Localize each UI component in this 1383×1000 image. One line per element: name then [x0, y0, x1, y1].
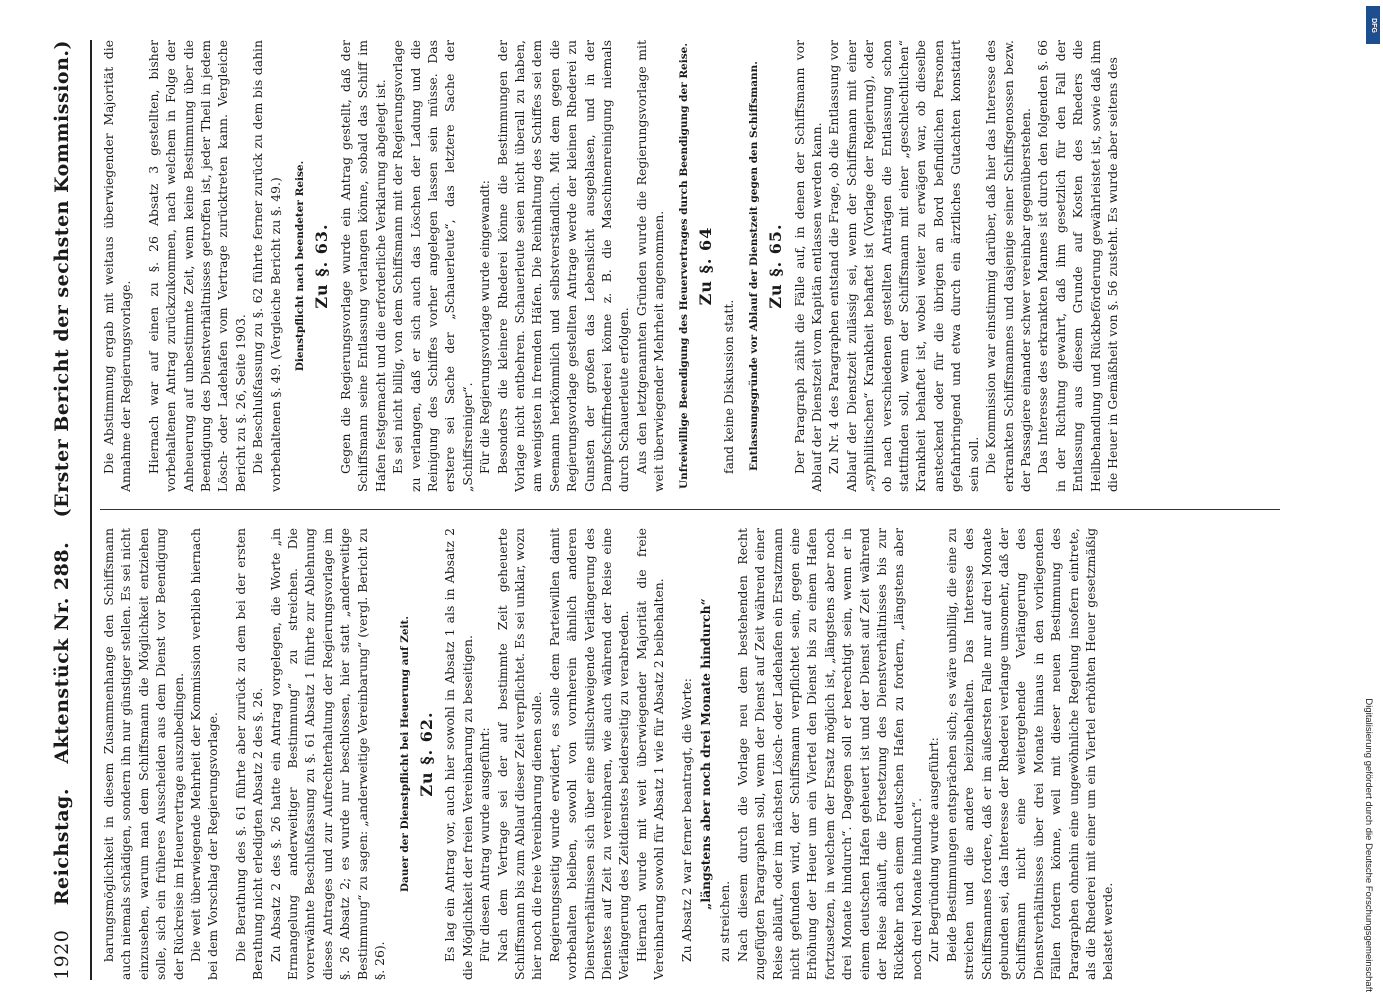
body-paragraph: Das Interesse des erkrankten Mannes ist durch den folgenden §. 66 in der Richtung gewahrt, daß ihm gesetzlich für den Fall der Entlassung aus diesem Grunde auf Kosten des Rheders die Heilbehandlung und Rückbeförderung gewährleistet ist, sowie daß ihm die Heuer in Gemäßheit von §. 56 zusteht. Es wurde aber seitens des: [1035, 40, 1120, 492]
section-paragraph-heading: Zu §. 65.: [766, 223, 786, 309]
header-left-title: Reichstag.: [51, 788, 73, 906]
spacer: [668, 528, 678, 980]
section-topic-heading: Entlassungsgründe vor Ablauf der Dienstzeit gegen den Schiffsmann.: [747, 61, 760, 471]
rotated-document-page: [40, 40, 1290, 980]
document-number: Aktenstück Nr. 288.: [51, 541, 73, 764]
section-paragraph-heading: Zu §. 62.: [416, 711, 436, 797]
page-number: 1920: [51, 929, 73, 980]
column-divider: [100, 509, 1280, 510]
body-paragraph: Zu Absatz 2 des §. 26 hatte ein Antrag vorgelegen, die Worte „in Ermangelung anderweitiger Bestimmung“ zu streichen. Die vorerwähnte Beschlußfassung zu §. 61 Absatz 1 führte zur Ablehnung dieses Antrages und zur Aufrechterhaltung der Regierungsvorlage im §. 26 Absatz 2; es wurde nur beschlossen, hier statt „anderweitige Bestimmung“ zu sagen: „anderweitige Vereinbarung“ (vergl. Bericht zu §. 26).: [267, 528, 388, 980]
quoted-phrase: „längstens aber noch drei Monate hindurch“: [698, 598, 713, 910]
credit-text: Digitalisierung gefördert durch die Deutsche Forschungsgemeinschaft: [1363, 698, 1374, 992]
spacer: [135, 40, 145, 492]
right-text-column: [100, 40, 1280, 492]
body-paragraph: Die weit überwiegende Mehrheit der Kommission verblieb hiernach bei dem Vorschlag der Regierungsvorlage.: [188, 528, 221, 980]
body-paragraph: barungsmöglichkeit in diesem Zusammenhange den Schiffsmann auch niemals schädigen, sondern ihn nur günstiger stellen. Es sei nicht einzusehen, warum man dem Schiffsmann die Möglichkeit entziehen solle, sich ein früheres Ausscheiden aus dem Dienst vor Beendigung der Rückreise im Heuervertrage auszubedingen.: [101, 528, 186, 980]
section-topic-heading: Unfreiwillige Beendigung des Heuervertrages durch Beendigung der Reise.: [677, 43, 690, 489]
body-paragraph: Zur Begründung wurde ausgeführt:: [926, 737, 942, 962]
report-title: (Erster Bericht der sechsten Kommission.): [51, 40, 73, 518]
body-paragraph: Für die Regierungsvorlage wurde eingewandt:: [477, 180, 493, 474]
body-paragraph: Zu Nr. 4 des Paragraphen entstand die Frage, ob die Entlassung vor Ablauf der Dienstzeit zulässig sei, wenn der Schiffsmann mit einer „syphilitischen“ Krankheit behaftet ist (Vorlage der Regierung), oder ob nach verschiedenen gestellten Anträgen die Entlassung schon stattfinden soll, wenn der Schiffsmann mit einer „geschlechtlichen“ Krankheit behaftet ist, wobei weiter zu erwägen war, ob dieselbe ansteckend oder für die übrigen an Bord befindlichen Personen gefahrbringend und etwa durch ein ärztliches Gutachten konstatirt sein soll.: [826, 40, 981, 492]
body-paragraph: Die Kommission war einstimmig darüber, daß hier das Interesse des erkrankten Schiffsmannes und dasjenige seiner Schiffsgenossen bezw. der Passagiere einander schwer vereinbar gegenüberstehen.: [983, 40, 1033, 492]
body-paragraph: Hiernach war auf einen zu §. 26 Absatz 3 gestellten, bisher vorbehaltenen Antrag zurückzukommen, nach welchem in Folge der Anheuerung auf unbestimmte Zeit, wenn keine Bestimmung über die Beendigung des Dienstverhältnisses getroffen ist, jeder Theil in jedem Lösch- oder Ladehafen vom Vertrage zurücktreten kann. Vergleiche Bericht zu §. 26, Seite 1903.: [145, 40, 248, 492]
body-paragraph: Der Paragraph zählt die Fälle auf, in denen der Schiffsmann vor Ablauf der Dienstzeit vom Kapitän entlassen werden kann.: [791, 40, 825, 492]
left-text-column: [100, 528, 1280, 980]
body-paragraph: Für diesen Antrag wurde ausgeführt:: [477, 727, 493, 962]
section-topic-heading: Dienstpflicht nach beendeter Reise.: [294, 160, 307, 372]
body-paragraph: fand keine Diskussion statt.: [721, 299, 737, 474]
body-paragraph: Gegen die Regierungsvorlage wurde ein Antrag gestellt, daß der Schiffsmann seine Entlassung verlangen könne, sobald das Schiff im Hafen festgemacht und die erforderliche Verklarung abgelegt ist.: [337, 40, 388, 492]
section-paragraph-heading: Zu §. 63.: [312, 223, 332, 309]
body-paragraph: Es lag ein Antrag vor, auch hier sowohl in Absatz 1 als in Absatz 2 die Möglichkeit der freien Vereinbarung zu beseitigen.: [442, 528, 475, 980]
dfg-logo: [1366, 6, 1380, 44]
dfg-logo-text: DFG: [1369, 17, 1377, 33]
body-paragraph: Es sei nicht billig, von dem Schiffsmann mit der Regierungsvorlage zu verlangen, daß er sich auch das Löschen der Ladung und die Reinigung des Schiffes vorher angelegen lassen sein müsse. Das erstere sei Sache der „Schauerleute“, das letztere Sache der „Schiffsreiniger“.: [390, 40, 475, 492]
body-paragraph: Nach diesem durch die Vorlage neu dem bestehenden Recht zugefügten Paragraphen soll, wenn der Dienst auf Zeit während einer Reise abläuft, oder im nächsten Lösch- oder Ladehafen ein Ersatzmann nicht gefunden wird, der Schiffsmann verpflichtet sein, gegen eine Erhöhung der Heuer um ein Viertel den Dienst bis zu einem Hafen fortzusetzen, in welchem der Ersatz möglich ist, „längstens aber noch drei Monate hindurch“. Dagegen soll er berechtigt sein, wenn er in einem deutschen Hafen geheuert ist und der Dienst auf Zeit während der Reise abläuft, die Fortsetzung des Dienstverhältnisses bis zur Rückkehr nach einem deutschen Hafen zu fordern, „längstens aber noch drei Monate hindurch“.: [734, 528, 924, 980]
section-paragraph-heading: Zu §. 64: [696, 226, 715, 306]
body-paragraph: zu streichen.: [717, 880, 733, 962]
body-paragraph: Zu Absatz 2 war ferner beantragt, die Worte:: [678, 678, 694, 962]
body-paragraph: Die Berathung des §. 61 führte aber zurück zu dem bei der ersten Berathung nicht erledigten Absatz 2 des §. 26.: [232, 528, 266, 980]
body-paragraph: Hiernach wurde mit weit überwiegender Majorität die freie Vereinbarung sowohl für Absatz 1 wie für Absatz 2 beibehalten.: [633, 528, 667, 980]
page-header: [40, 40, 84, 980]
body-paragraph: Regierungsseitig wurde erwidert, es solle dem Parteiwillen damit vorbehalten bleiben, sowohl von vornherein ähnlich anderen Dienstverhältnissen sich über eine stillschweigende Verlängerung des Dienstes auf Zeit zu vereinbaren, wie auch während der Reise eine Verlängerung des Zeitdienstes beiderseitig zu verabreden.: [546, 528, 632, 980]
body-paragraph: Die Abstimmung ergab mit weitaus überwiegender Majorität die Annahme der Regierungsvorlage.: [101, 40, 134, 492]
body-paragraph: Die Beschlußfassung zu §. 62 führte ferner zurück zu dem bis dahin vorbehaltenen §. 49. (Vergleiche Bericht zu §. 49.): [250, 40, 283, 492]
digitization-credit: [1360, 8, 1376, 992]
body-paragraph: Aus den letztgenannten Gründen wurde die Regierungsvorlage mit weit überwiegender Mehrheit angenommen.: [633, 40, 667, 492]
section-topic-heading: Dauer der Dienstpflicht bei Heuerung auf Zeit.: [398, 615, 411, 893]
body-paragraph: Beide Bestimmungen entsprächen sich; es wäre unbillig, die eine zu streichen und die andere beizubehalten. Das Interesse des Schiffsmannes fordere, daß er im äußersten Falle nur auf drei Monate gebunden sei, das Interesse der Rhederei verlange umsomehr, daß der Schiffsmann nicht eine weitergehende Verlängerung des Dienstverhältnisses über drei Monate hinaus in den vorliegenden Fällen fordern könne, weil mit dieser neuen Bestimmung des Paragraphen ohnehin eine ungewöhnliche Regelung insofern eintrete, als die Rhederei mit einer um ein Viertel erhöhten Heuer gesetzmäßig belastet werde.: [943, 528, 1116, 980]
body-paragraph: Besonders die kleinere Rhederei könne die Bestimmungen der Vorlage nicht entbehren. Schauerleute seien nicht überall zu haben, am wenigsten in fremden Häfen. Die Reinhaltung des Schiffes sei dem Seemann herkömmlich und selbstverständlich. Mit dem gegen die Regierungsvorlage gestellten Antrage werde der kleinen Rhederei zu Gunsten der großen das Lebenslicht ausgeblasen, und in der Dampfschiffrhederei könne z. B. die Maschinenreinigung niemals durch Schauerleute erfolgen.: [494, 40, 632, 492]
header-rule: [90, 40, 92, 980]
spacer: [222, 528, 232, 980]
body-paragraph: Nach dem Vertrage sei der auf bestimmte Zeit geheuerte Schiffsmann bis zum Ablauf dieser Zeit verpflichtet. Es sei unklar, wozu hier noch die freie Vereinbarung dienen solle.: [494, 528, 545, 980]
